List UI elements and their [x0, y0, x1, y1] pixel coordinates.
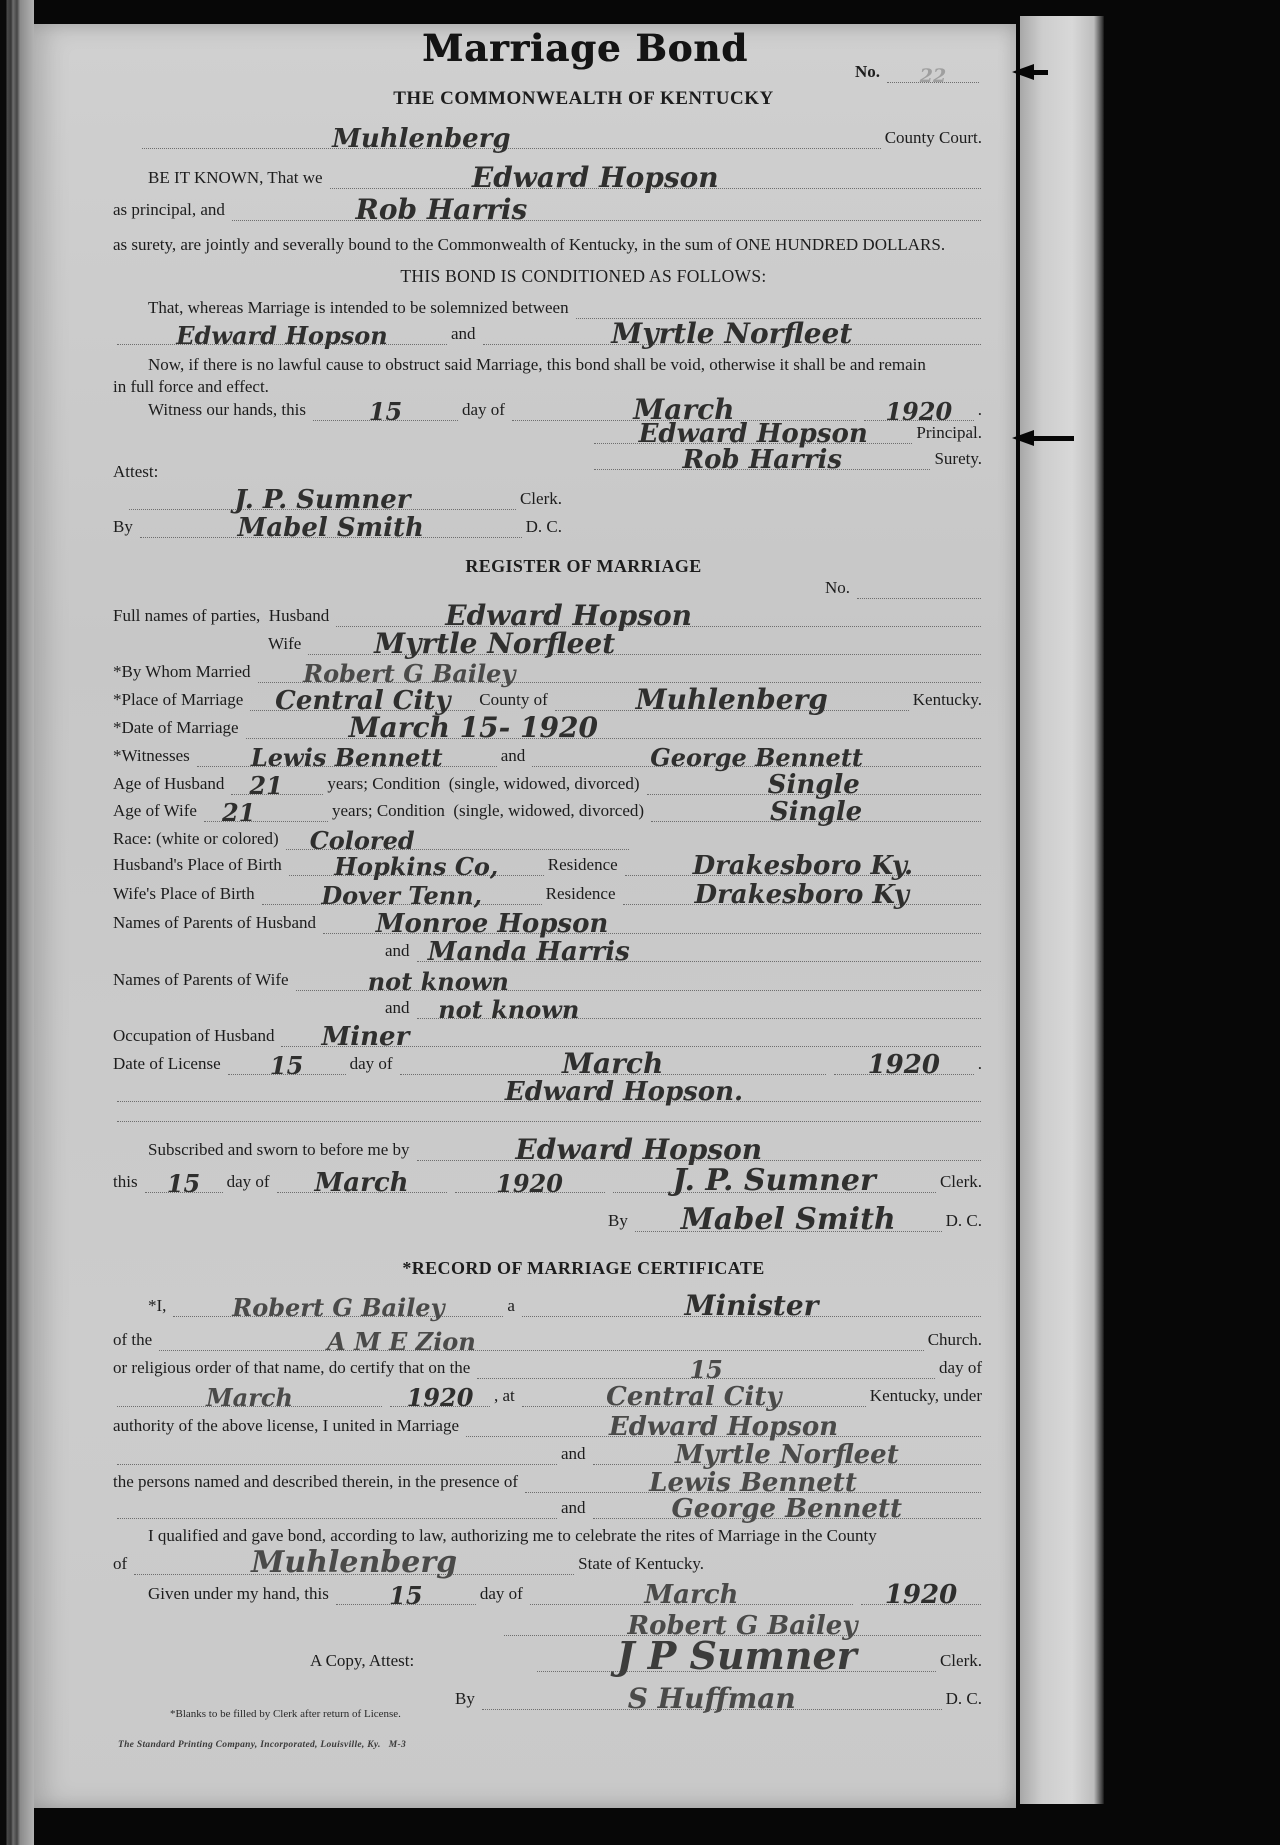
- copy-attest-row: [310, 1632, 985, 1678]
- occupation-label: Occupation of Husband: [113, 1026, 275, 1045]
- license-signature-row: [113, 1077, 985, 1107]
- occupation-row: [113, 1022, 985, 1053]
- cert-bride-value: Myrtle Norfleet: [674, 1440, 899, 1471]
- sworn-clerk-signature: J. P. Sumner: [672, 1163, 876, 1199]
- day-of-label: day of: [226, 1172, 270, 1191]
- race-label: Race: (white or colored): [113, 829, 279, 848]
- wife-father-value: not known: [367, 967, 509, 997]
- by-label: By: [608, 1210, 628, 1230]
- principal-signature: Edward Hopson: [638, 419, 868, 449]
- cert-of-label: of: [113, 1554, 128, 1573]
- period-label: .: [977, 400, 982, 419]
- blank-line: [117, 1106, 981, 1122]
- parents-husband-row: [113, 909, 985, 940]
- cert-blank-segment: [117, 1503, 557, 1519]
- cert-given-clause: Given under my hand, this: [148, 1584, 329, 1603]
- cert-a-label: a: [507, 1296, 515, 1315]
- husband-birth-label: Husband's Place of Birth: [113, 855, 282, 874]
- cert-kentucky-under-label: Kentucky, under: [869, 1386, 982, 1405]
- clerk-label: Clerk.: [939, 1172, 982, 1191]
- cert-witness1-value: Lewis Bennett: [649, 1468, 857, 1499]
- by-whom-label: *By Whom Married: [113, 662, 251, 681]
- cert-of-the-label: of the: [113, 1330, 153, 1349]
- margin-arrow-icon: [1012, 430, 1074, 446]
- full-names-label: Full names of parties, Husband: [113, 606, 330, 625]
- cert-qualified-row: [148, 1526, 880, 1547]
- bond-year-value: 1920: [885, 397, 953, 427]
- cert-minister-title: Minister: [684, 1289, 819, 1323]
- cert-month-value: March: [206, 1383, 293, 1413]
- age-husband-value: 21: [249, 771, 283, 801]
- county-field: Muhlenberg: [332, 124, 511, 155]
- cert-church-label: Church.: [927, 1330, 982, 1349]
- cert-day-value: 15: [689, 1355, 723, 1385]
- parents-wife-row: [113, 967, 985, 997]
- surety-label: Surety.: [934, 448, 982, 468]
- bond-no-label: No.: [855, 62, 881, 81]
- sworn-month-value: March: [314, 1168, 409, 1199]
- county-court-label: County Court.: [884, 128, 982, 147]
- groom-name-value: Edward Hopson: [176, 321, 388, 351]
- place-of-marriage-row: [113, 683, 985, 717]
- whereas-row: [148, 298, 985, 319]
- license-signature: Edward Hopson.: [504, 1077, 744, 1107]
- dc-signature-row: [113, 513, 565, 543]
- and-label: and: [561, 1498, 586, 1517]
- wife-residence-value: Drakesboro Ky: [694, 880, 909, 911]
- husband-birth-row: [113, 851, 985, 882]
- by-label: By: [455, 1688, 475, 1708]
- period-label: .: [977, 1054, 982, 1073]
- sworn-dc-signature: Mabel Smith: [680, 1202, 896, 1237]
- attest-label: Attest:: [113, 462, 159, 481]
- date-label: *Date of Marriage: [113, 718, 239, 737]
- copy-clerk-signature: J P Sumner: [616, 1633, 857, 1678]
- void-clause-line2: in full force and effect.: [113, 377, 269, 396]
- occupation-value: Miner: [321, 1022, 410, 1053]
- license-year-value: 1920: [867, 1050, 940, 1081]
- cert-given-year: 1920: [884, 1580, 958, 1611]
- cert-church-value: A M E Zion: [327, 1327, 476, 1357]
- parents-wife-label: Names of Parents of Wife: [113, 970, 289, 989]
- by-whom-value: Robert G Bailey: [303, 659, 516, 689]
- this-label: this: [113, 1172, 138, 1191]
- wife-birth-value: Dover Tenn,: [321, 881, 482, 911]
- register-no-row: [825, 578, 985, 599]
- cert-county-row: [113, 1545, 813, 1581]
- wife-birth-label: Wife's Place of Birth: [113, 884, 255, 903]
- condition-label: years; Condition (single, widowed, divorced): [331, 801, 645, 820]
- by-label: By: [113, 516, 133, 536]
- void-clause-line1: Now, if there is no lawful cause to obstruct said Marriage, this bond shall be void, otherwise it shall be and remain: [148, 355, 926, 374]
- bond-no-value: 22: [919, 65, 947, 88]
- bond-no-row: [855, 62, 983, 88]
- wife-mother-value: not known: [438, 995, 580, 1025]
- license-day-value: 15: [269, 1051, 304, 1081]
- kentucky-label: Kentucky.: [912, 690, 982, 709]
- clerk-label: Clerk.: [519, 488, 562, 508]
- arrow-head: [1012, 64, 1034, 80]
- cert-county-value: Muhlenberg: [251, 1545, 458, 1581]
- whereas-label: That, whereas Marriage is intended to be solemnized between: [148, 298, 569, 317]
- cert-minister-signature: Robert G Bailey: [627, 1611, 858, 1641]
- arrow-tail: [1034, 436, 1074, 441]
- attest-row: [113, 462, 161, 483]
- place-label: *Place of Marriage: [113, 690, 244, 709]
- register-heading-row: [180, 556, 990, 579]
- husband-name-value: Edward Hopson: [445, 599, 692, 633]
- husband-birth-value: Hopkins Co,: [334, 852, 499, 882]
- footnote-row: [170, 1708, 404, 1722]
- and-label: and: [385, 941, 410, 960]
- cert-given-month: March: [644, 1580, 739, 1611]
- cert-bride-row: [113, 1440, 985, 1471]
- cert-groom-value: Edward Hopson: [608, 1412, 839, 1443]
- condition-label: years; Condition (single, widowed, divorced): [327, 774, 640, 793]
- principal-label: Principal.: [916, 422, 982, 442]
- conditioned-row: [180, 266, 990, 288]
- bond-day-value: 15: [368, 397, 403, 427]
- cert-presence-clause: the persons named and described therein, in the presence of: [113, 1472, 519, 1491]
- parents-husband-label: Names of Parents of Husband: [113, 913, 317, 932]
- husband-condition-value: Single: [767, 770, 860, 801]
- clerk-signature-row: [125, 485, 565, 515]
- and-label: and: [561, 1444, 586, 1463]
- couple-row: [113, 317, 985, 351]
- witness-hands-label: Witness our hands, this: [148, 400, 306, 419]
- cert-order-row: [113, 1355, 985, 1385]
- by-whom-married-row: [113, 659, 985, 689]
- cert-state-label: State of Kentucky.: [578, 1554, 705, 1573]
- license-label: Date of License: [113, 1054, 221, 1073]
- dc-signature: Mabel Smith: [237, 513, 424, 543]
- wife-condition-value: Single: [769, 797, 863, 828]
- be-it-known-label: BE IT KNOWN, That we: [148, 168, 323, 187]
- page-title: Marriage Bond: [422, 26, 748, 70]
- wife-label: Wife: [268, 634, 302, 653]
- as-principal-row: [113, 193, 985, 227]
- day-of-label: day of: [939, 1358, 982, 1377]
- void-clause-row1: [148, 355, 929, 376]
- husband-residence-value: Drakesboro Ky.: [692, 851, 914, 882]
- age-husband-label: Age of Husband: [113, 774, 225, 793]
- adjacent-page-edge: [1020, 16, 1104, 1804]
- sworn-day-value: 15: [166, 1169, 201, 1199]
- cert-date-row: [113, 1382, 985, 1413]
- residence-label: Residence: [545, 884, 616, 903]
- printer-row: [118, 1740, 409, 1752]
- register-heading: REGISTER OF MARRIAGE: [465, 556, 702, 576]
- date-of-marriage-row: [113, 711, 985, 745]
- witnesses-label: *Witnesses: [113, 746, 190, 765]
- printer-line: The Standard Printing Company, Incorporated, Louisville, Ky. M-3: [118, 1740, 407, 1750]
- race-value: Colored: [309, 826, 415, 856]
- sworn-name-value: Edward Hopson: [515, 1133, 763, 1167]
- husband-mother-value: Manda Harris: [427, 937, 630, 968]
- county-of-label: County of: [479, 690, 548, 709]
- cert-at-label: , at: [494, 1386, 515, 1405]
- surety-clause-row: [113, 235, 985, 256]
- husband-father-value: Monroe Hopson: [375, 909, 609, 940]
- age-husband-row: [113, 770, 985, 801]
- blanks-footnote: *Blanks to be filled by Clerk after return of License.: [170, 1708, 401, 1720]
- wife-birth-row: [113, 880, 985, 911]
- date-of-license-row: [113, 1047, 985, 1081]
- sworn-dc-row: [608, 1202, 985, 1237]
- witness1-value: Lewis Bennett: [250, 743, 443, 773]
- cert-minister-name: Robert G Bailey: [232, 1293, 445, 1323]
- county-court-row: [138, 124, 985, 155]
- cert-given-day: 15: [389, 1581, 423, 1611]
- and-label: and: [385, 998, 410, 1017]
- day-of-label: day of: [479, 1584, 523, 1603]
- commonwealth-row: [180, 88, 990, 112]
- certificate-heading-row: [180, 1258, 990, 1281]
- residence-label: Residence: [547, 855, 618, 874]
- dc-label: D. C.: [525, 516, 562, 536]
- cert-given-row: [148, 1580, 985, 1611]
- cert-place-value: Central City: [606, 1382, 782, 1413]
- void-clause-row2: [113, 377, 272, 398]
- sworn-year-value: 1920: [496, 1169, 563, 1199]
- age-wife-label: Age of Wife: [113, 801, 197, 820]
- sworn-row: [148, 1133, 985, 1167]
- place-value: Central City: [275, 686, 451, 717]
- copy-attest-label: A Copy, Attest:: [310, 1650, 415, 1670]
- parents-wife-row2: [385, 995, 985, 1025]
- certificate-heading: *RECORD OF MARRIAGE CERTIFICATE: [402, 1258, 765, 1278]
- cert-authority-row: [113, 1412, 985, 1443]
- and-label: and: [500, 746, 526, 765]
- race-row: [113, 826, 633, 856]
- register-no-blank: [857, 583, 981, 599]
- wife-name-row: [268, 627, 985, 661]
- cert-blank-segment: [117, 1449, 557, 1465]
- clerk-signature: J. P. Sumner: [234, 485, 411, 515]
- cert-witness2-row: [113, 1494, 985, 1525]
- dc-label: D. C.: [945, 1210, 982, 1230]
- cert-presence-row: [113, 1468, 985, 1499]
- commonwealth-heading: THE COMMONWEALTH OF KENTUCKY: [393, 88, 774, 109]
- age-wife-row: [113, 797, 985, 828]
- copy-dc-row: [455, 1682, 985, 1715]
- copy-dc-signature: S Huffman: [627, 1682, 796, 1715]
- cert-authority-clause: authority of the above license, I united in Marriage: [113, 1416, 460, 1435]
- principal-signature-row: [590, 419, 985, 449]
- husband-name-row: [113, 599, 985, 633]
- be-it-known-row: [148, 161, 985, 195]
- register-county-value: Muhlenberg: [635, 683, 828, 717]
- arrow-tail: [1034, 70, 1048, 75]
- arrow-head: [1012, 430, 1034, 446]
- license-month-value: March: [562, 1047, 664, 1081]
- date-value: March 15- 1920: [348, 711, 598, 745]
- bride-name-value: Myrtle Norfleet: [611, 317, 853, 351]
- cert-year-value: 1920: [406, 1383, 474, 1413]
- cert-minister-row: [148, 1289, 985, 1323]
- and-label: and: [451, 324, 476, 343]
- surety-clause-text: as surety, are jointly and severally bound to the Commonwealth of Kentucky, in the sum of ONE HUNDRED DOLLARS.: [113, 235, 946, 254]
- bond-conditioned-heading: THIS BOND IS CONDITIONED AS FOLLOWS:: [400, 266, 767, 286]
- cert-i-label: *I,: [148, 1296, 167, 1315]
- cert-witness2-value: George Bennett: [671, 1494, 902, 1525]
- cert-church-row: [113, 1327, 985, 1357]
- principal-name-value: Edward Hopson: [471, 161, 719, 195]
- margin-arrow-icon: [1012, 64, 1048, 80]
- witness2-value: George Bennett: [650, 743, 863, 773]
- bond-month-value: March: [633, 393, 735, 427]
- cert-order-clause: or religious order of that name, do certify that on the: [113, 1358, 471, 1377]
- surety-name-value: Rob Harris: [355, 193, 528, 227]
- age-wife-value: 21: [221, 798, 256, 828]
- cert-qualified-clause: I qualified and gave bond, according to law, authorizing me to celebrate the rites of Marriage in the County: [148, 1526, 877, 1545]
- dc-label: D. C.: [945, 1688, 982, 1708]
- as-principal-label: as principal, and: [113, 200, 225, 219]
- sworn-date-row: [113, 1163, 985, 1199]
- parents-husband-row2: [385, 937, 985, 968]
- register-no-label: No.: [825, 578, 851, 597]
- day-of-label: day of: [461, 400, 505, 419]
- wife-name-value: Myrtle Norfleet: [374, 627, 616, 661]
- surety-signature-row: [590, 445, 985, 475]
- surety-signature: Rob Harris: [682, 445, 842, 475]
- witnesses-row: [113, 743, 985, 773]
- day-of-label: day of: [349, 1054, 393, 1073]
- sworn-label: Subscribed and sworn to before me by: [148, 1140, 410, 1159]
- blank-line-row: [113, 1106, 985, 1122]
- clerk-label: Clerk.: [939, 1650, 982, 1670]
